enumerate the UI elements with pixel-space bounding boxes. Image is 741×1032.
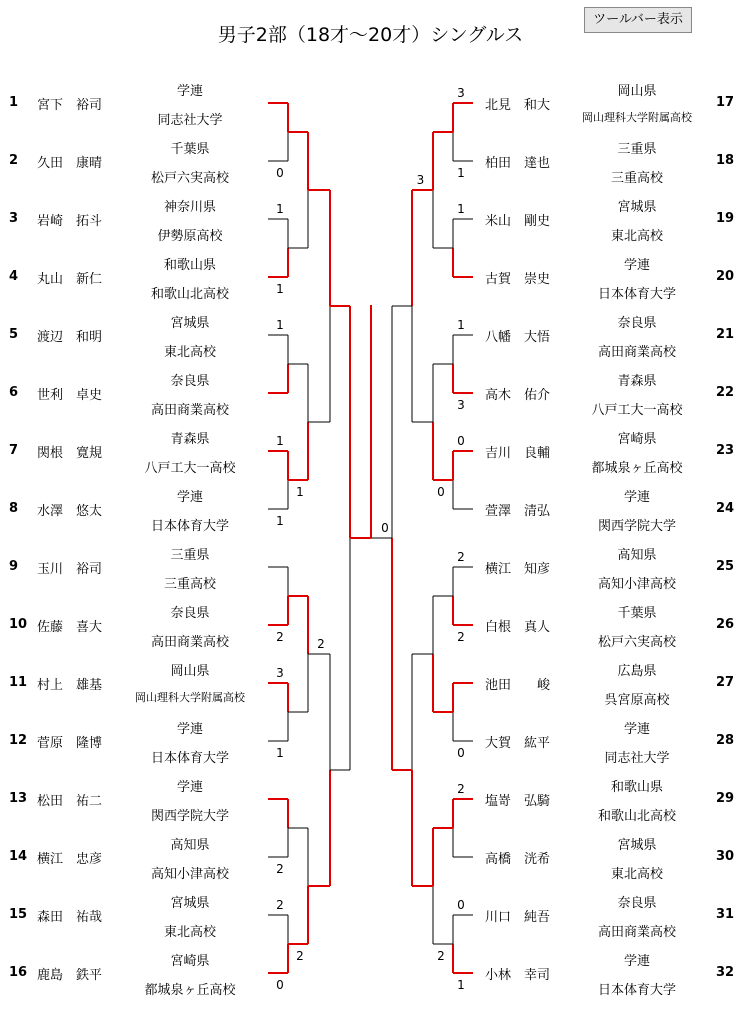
- player-name: 大賀 紘平: [485, 736, 551, 751]
- player-school: 都城泉ヶ丘高校: [144, 983, 236, 998]
- score-label: 1: [276, 746, 284, 760]
- player-school: 和歌山北高校: [597, 809, 676, 824]
- player-number: 23: [716, 443, 735, 458]
- score-label: 0: [437, 485, 445, 499]
- player-number: 22: [716, 385, 735, 400]
- player-prefecture: 千葉県: [170, 142, 210, 157]
- player-prefecture: 岡山県: [617, 84, 657, 99]
- player-name: 鹿島 鉄平: [37, 968, 103, 983]
- player-school: 岡山理科大学附属高校: [135, 691, 245, 704]
- player-name: 柏田 達也: [485, 156, 551, 171]
- score-label: 1: [276, 318, 284, 332]
- score-label: 2: [296, 949, 304, 963]
- score-label: 2: [457, 630, 465, 644]
- player-prefecture: 神奈川県: [163, 200, 216, 215]
- player-number: 24: [716, 501, 735, 516]
- player-number: 15: [9, 907, 28, 922]
- player-name: 久田 康晴: [37, 156, 103, 171]
- player-prefecture: 奈良県: [617, 896, 657, 911]
- score-label: 0: [457, 434, 465, 448]
- player-name: 小林 幸司: [485, 968, 551, 983]
- player-number: 30: [716, 849, 735, 864]
- player-number: 13: [9, 791, 28, 806]
- player-name: 高橋 洸希: [485, 852, 551, 867]
- player-name: 水澤 悠太: [37, 504, 103, 519]
- player-prefecture: 千葉県: [617, 606, 657, 621]
- player-name: 渡辺 和明: [37, 330, 103, 345]
- player-prefecture: 奈良県: [170, 606, 210, 621]
- player-name: 塩嵜 弘騎: [485, 794, 551, 809]
- player-school: 東北高校: [163, 925, 216, 940]
- score-label: 1: [296, 485, 304, 499]
- player-name: 横江 知彦: [485, 562, 551, 577]
- player-number: 6: [9, 385, 19, 400]
- player-name: 萱澤 清弘: [485, 504, 551, 519]
- score-label: 0: [457, 746, 465, 760]
- player-name: 村上 雄基: [37, 678, 103, 693]
- player-name: 八幡 大悟: [485, 330, 551, 345]
- score-label: 1: [276, 282, 284, 296]
- player-prefecture: 奈良県: [617, 316, 657, 331]
- player-number: 12: [9, 733, 28, 748]
- player-prefecture: 和歌山県: [163, 258, 216, 273]
- player-prefecture: 和歌山県: [610, 780, 663, 795]
- score-label: 0: [457, 898, 465, 912]
- player-prefecture: 宮崎県: [617, 432, 657, 447]
- player-number: 10: [9, 617, 28, 632]
- player-prefecture: 学連: [623, 490, 650, 505]
- score-label: 3: [457, 86, 465, 100]
- player-prefecture: 宮城県: [617, 200, 657, 215]
- player-school: 松戸六実高校: [150, 171, 229, 186]
- score-label: 1: [457, 978, 465, 992]
- player-prefecture: 学連: [176, 722, 203, 737]
- player-number: 25: [716, 559, 735, 574]
- player-name: 川口 純吾: [485, 910, 551, 925]
- player-prefecture: 三重県: [617, 142, 657, 157]
- final-score-label: 0: [381, 521, 389, 535]
- score-label: 3: [416, 173, 425, 187]
- player-number: 20: [716, 269, 735, 284]
- page-title: 男子2部（18才〜20才）シングルス: [217, 24, 524, 46]
- player-prefecture: 青森県: [170, 432, 210, 447]
- player-name: 白根 真人: [485, 620, 551, 635]
- player-number: 8: [9, 501, 19, 516]
- player-name: 菅原 隆博: [37, 736, 103, 751]
- player-number: 26: [716, 617, 735, 632]
- player-prefecture: 学連: [176, 84, 203, 99]
- player-school: 高田商業高校: [150, 635, 229, 650]
- player-school: 高知小津高校: [597, 577, 676, 592]
- player-school: 日本体育大学: [150, 519, 229, 534]
- score-label: 2: [276, 898, 284, 912]
- player-name: 岩崎 拓斗: [37, 214, 103, 229]
- score-label: 2: [276, 862, 284, 876]
- player-name: 関根 寛規: [37, 446, 103, 461]
- score-label: 3: [457, 398, 465, 412]
- player-number: 1: [9, 95, 19, 110]
- player-prefecture: 宮城県: [170, 316, 210, 331]
- player-name: 北見 和大: [485, 98, 551, 113]
- player-number: 2: [9, 153, 19, 168]
- player-number: 21: [716, 327, 735, 342]
- player-school: 高田商業高校: [597, 925, 676, 940]
- player-school: 関西学院大学: [150, 809, 229, 824]
- score-label: 1: [457, 166, 465, 180]
- player-number: 27: [716, 675, 735, 690]
- player-school: 岡山理科大学附属高校: [582, 111, 692, 124]
- player-number: 3: [9, 211, 19, 226]
- player-prefecture: 宮城県: [617, 838, 657, 853]
- player-prefecture: 学連: [176, 780, 203, 795]
- player-number: 14: [9, 849, 28, 864]
- player-name: 玉川 裕司: [37, 562, 103, 577]
- player-school: 八戸工大一高校: [591, 403, 683, 418]
- score-label: 2: [457, 782, 465, 796]
- player-number: 7: [9, 443, 19, 458]
- player-number: 5: [9, 327, 19, 342]
- player-prefecture: 広島県: [617, 664, 657, 679]
- player-school: 東北高校: [163, 345, 216, 360]
- score-label: 2: [437, 949, 445, 963]
- player-number: 28: [716, 733, 735, 748]
- player-school: 高知小津高校: [150, 867, 229, 882]
- player-number: 16: [9, 965, 28, 980]
- player-prefecture: 宮崎県: [170, 954, 210, 969]
- score-label: 1: [457, 202, 465, 216]
- player-prefecture: 学連: [623, 258, 650, 273]
- score-label: 0: [276, 166, 284, 180]
- score-label: 1: [276, 202, 284, 216]
- player-number: 11: [9, 675, 28, 690]
- player-number: 4: [9, 269, 19, 284]
- player-prefecture: 奈良県: [170, 374, 210, 389]
- player-school: 都城泉ヶ丘高校: [591, 461, 683, 476]
- player-prefecture: 高知県: [170, 838, 210, 853]
- player-school: 同志社大学: [157, 113, 223, 128]
- player-school: 伊勢原高校: [157, 229, 223, 244]
- player-name: 高木 佑介: [485, 388, 551, 403]
- player-school: 和歌山北高校: [150, 287, 229, 302]
- player-school: 日本体育大学: [150, 751, 229, 766]
- player-number: 17: [716, 95, 735, 110]
- player-name: 森田 祐哉: [37, 910, 103, 925]
- score-label: 1: [276, 434, 284, 448]
- score-label: 2: [457, 550, 465, 564]
- player-prefecture: 学連: [623, 954, 650, 969]
- player-school: 三重高校: [163, 577, 216, 592]
- player-number: 32: [716, 965, 735, 980]
- player-school: 松戸六実高校: [597, 635, 676, 650]
- player-name: 米山 剛史: [485, 214, 551, 229]
- score-label: 1: [276, 514, 284, 528]
- player-prefecture: 岡山県: [170, 664, 210, 679]
- player-school: 関西学院大学: [597, 519, 676, 534]
- score-label: 1: [457, 318, 465, 332]
- player-school: 日本体育大学: [597, 287, 676, 302]
- player-prefecture: 宮城県: [170, 896, 210, 911]
- player-number: 18: [716, 153, 735, 168]
- player-school: 呉宮原高校: [604, 693, 670, 708]
- player-prefecture: 学連: [176, 490, 203, 505]
- player-school: 同志社大学: [604, 751, 670, 766]
- player-number: 31: [716, 907, 735, 922]
- player-name: 世利 卓史: [37, 388, 103, 403]
- player-school: 東北高校: [610, 229, 663, 244]
- player-name: 丸山 新仁: [37, 272, 103, 287]
- player-name: 吉川 良輔: [485, 446, 551, 461]
- player-name: 佐藤 喜大: [37, 620, 103, 635]
- player-name: 横江 忠彦: [37, 852, 103, 867]
- player-school: 東北高校: [610, 867, 663, 882]
- player-prefecture: 三重県: [170, 548, 210, 563]
- player-prefecture: 学連: [623, 722, 650, 737]
- player-number: 9: [9, 559, 19, 574]
- player-school: 日本体育大学: [597, 983, 676, 998]
- player-prefecture: 高知県: [617, 548, 657, 563]
- player-school: 高田商業高校: [150, 403, 229, 418]
- score-label: 0: [276, 978, 284, 992]
- toolbar-toggle-button[interactable]: ツールバー表示: [584, 7, 692, 33]
- player-name: 古賀 崇史: [485, 272, 551, 287]
- player-school: 三重高校: [610, 171, 663, 186]
- player-name: 松田 祐二: [37, 794, 103, 809]
- score-label: 2: [317, 637, 325, 651]
- player-school: 八戸工大一高校: [144, 461, 236, 476]
- player-name: 宮下 裕司: [37, 98, 103, 113]
- score-label: 2: [276, 630, 284, 644]
- player-number: 29: [716, 791, 735, 806]
- player-number: 19: [716, 211, 735, 226]
- score-label: 3: [276, 666, 284, 680]
- player-school: 高田商業高校: [597, 345, 676, 360]
- player-prefecture: 青森県: [617, 374, 657, 389]
- player-name: 池田 峻: [485, 678, 551, 693]
